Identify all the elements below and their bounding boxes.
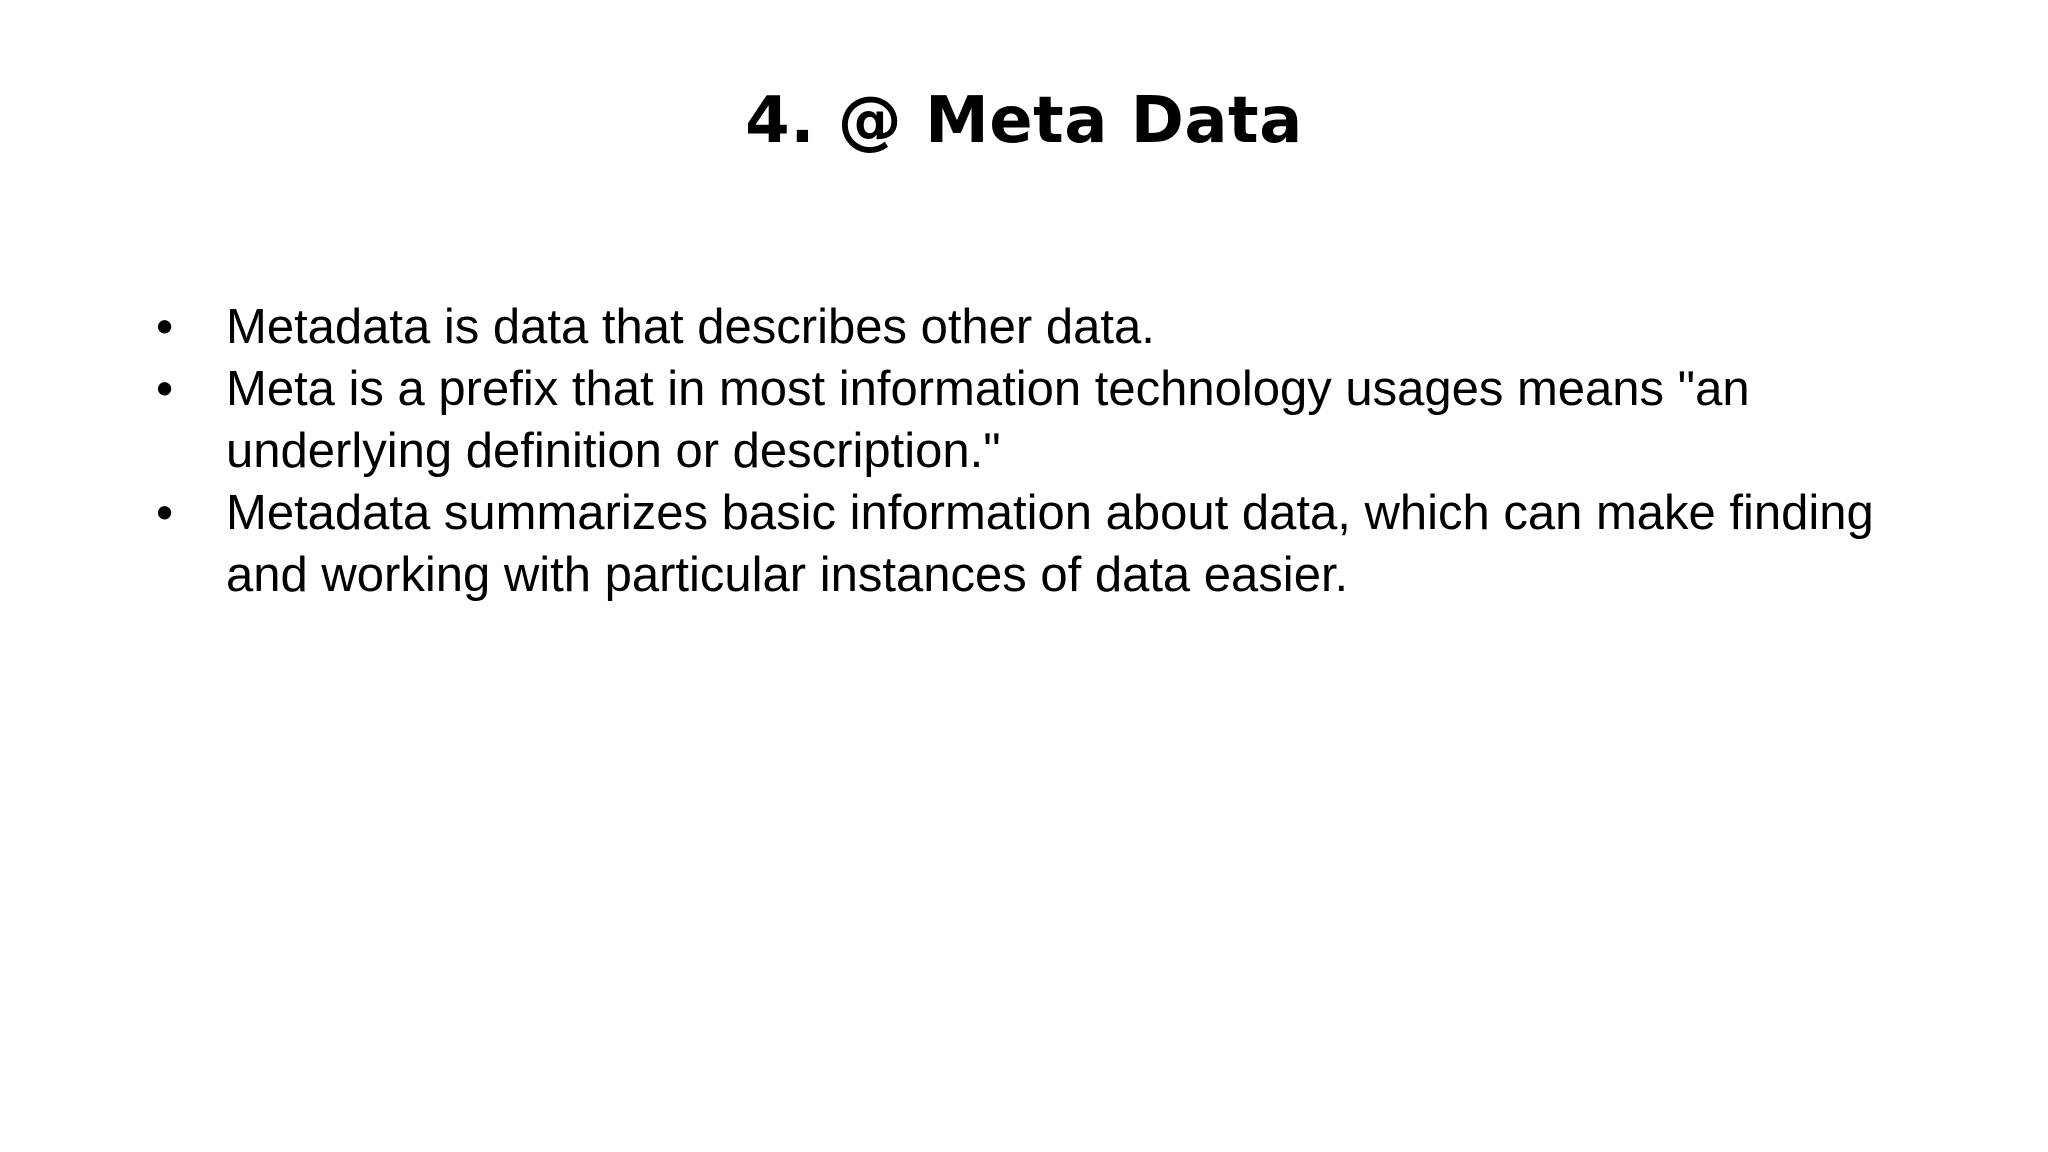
bullet-marker: • [156,300,174,354]
bullet-marker: • [156,486,174,540]
bullet-marker: • [156,362,174,416]
bullet-text: Metadata summarizes basic information about data, which can make finding and working with particular instances of data easier. [226,486,1874,602]
bullet-item [150,296,1910,358]
slide-title: 4. @ Meta Data [745,84,1303,158]
bullet-text: Meta is a prefix that in most information technology usages means "an underlying definition or description." [226,362,1750,478]
bullet-text: Metadata is data that describes other data. [226,300,1155,354]
bullet-list [150,296,1910,606]
bullet-item [150,482,1910,606]
bullet-item [150,358,1910,482]
